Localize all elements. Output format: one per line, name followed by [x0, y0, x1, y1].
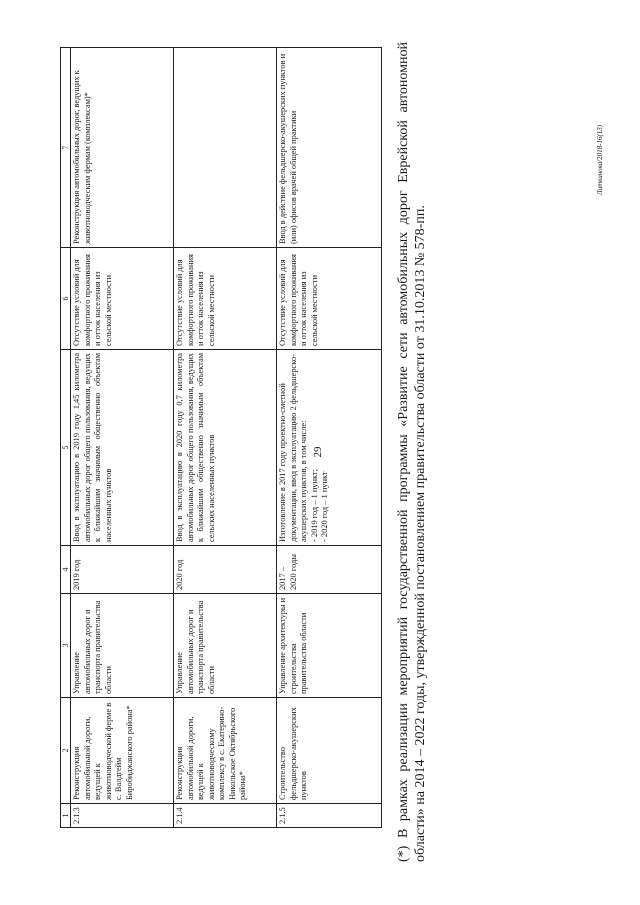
measure-name: Строительство фельдшерско-акушерских пунктов	[277, 698, 382, 804]
column-number: 1	[61, 804, 71, 828]
page-number: 29	[312, 446, 324, 458]
column-number-row	[61, 48, 71, 828]
executor: Управление автомобильных дорог и транспорта правительства области	[71, 594, 174, 698]
term: 2017 – 2020 годы	[277, 546, 382, 594]
column-number: 5	[61, 350, 71, 546]
consequence: Отсутствие условий для комфортного проживания и отток населения из сельской местности	[71, 248, 174, 350]
measure-name: Реконструкция автомобильной дороги, ведущей к животноводческому комплексу в с. Екатерино-Никольское Октябрьского района*	[174, 698, 277, 804]
expected-result: Ввод в эксплуатацию в 2019 году 1,45 километра автомобильных дорог общего пользования, ведущих к ближайшим значимым общественно объектам населенных пунктов	[71, 350, 174, 546]
footnote: (*) В рамках реализации мероприятий государственной программы «Развитие сети автомобильных дорог Еврейской автономной области» на 2014 – 2022 годы, утвержденной постановлением правительства области от 31.10.2013 № 578-пп.	[396, 42, 428, 862]
row-number: 2.1.5	[277, 804, 382, 828]
program-link: Реконструкция автомобильных дорог, ведущих к животноводческим фермам (комплексам)*	[71, 48, 174, 248]
column-number: 6	[61, 248, 71, 350]
row-number: 2.1.4	[174, 804, 277, 828]
row-number: 2.1.3	[71, 804, 174, 828]
consequence: Отсутствие условий для комфортного проживания и отток населения из сельской местности	[174, 248, 277, 350]
rotated-table-block	[60, 48, 382, 828]
program-link	[174, 48, 277, 248]
table-row	[277, 48, 382, 828]
document-stamp: Литвинова/2018-16(13)	[596, 124, 604, 196]
column-number: 7	[61, 48, 71, 248]
term: 2019 год	[71, 546, 174, 594]
executor: Управление автомобильных дорог и транспорта правительства области	[174, 594, 277, 698]
program-link: Ввод в действие фельдшерско-акушерских пунктов и (или) офисов врачей общей практики	[277, 48, 382, 248]
column-number: 3	[61, 594, 71, 698]
executor: Управление архитектуры и строительства правительства области	[277, 594, 382, 698]
expected-result: Ввод в эксплуатацию в 2020 году 0,7 километра автомобильных дорог общего пользования, ведущих к ближайшим общественно значимым объектам сельских населенных пунктов	[174, 350, 277, 546]
column-number: 4	[61, 546, 71, 594]
measures-table	[60, 47, 382, 828]
column-number: 2	[61, 698, 71, 804]
measure-name: Реконструкция автомобильной дороги, ведущей к животноводческой ферме в с. Валдгейм Биробиджанского района*	[71, 698, 174, 804]
term: 2020 год	[174, 546, 277, 594]
consequence: Отсутствие условий для комфортного проживания и отток населения из сельской местности	[277, 248, 382, 350]
expected-result: Изготовление в 2017 году проектно-сметной документации, ввод в эксплуатацию 2 фельдшерско-акушерских пунктов, в том числе: - 2019 год – 1 пункт; - 2020 год – 1 пункт	[277, 350, 382, 546]
table-row	[71, 48, 174, 828]
table-row	[174, 48, 277, 828]
